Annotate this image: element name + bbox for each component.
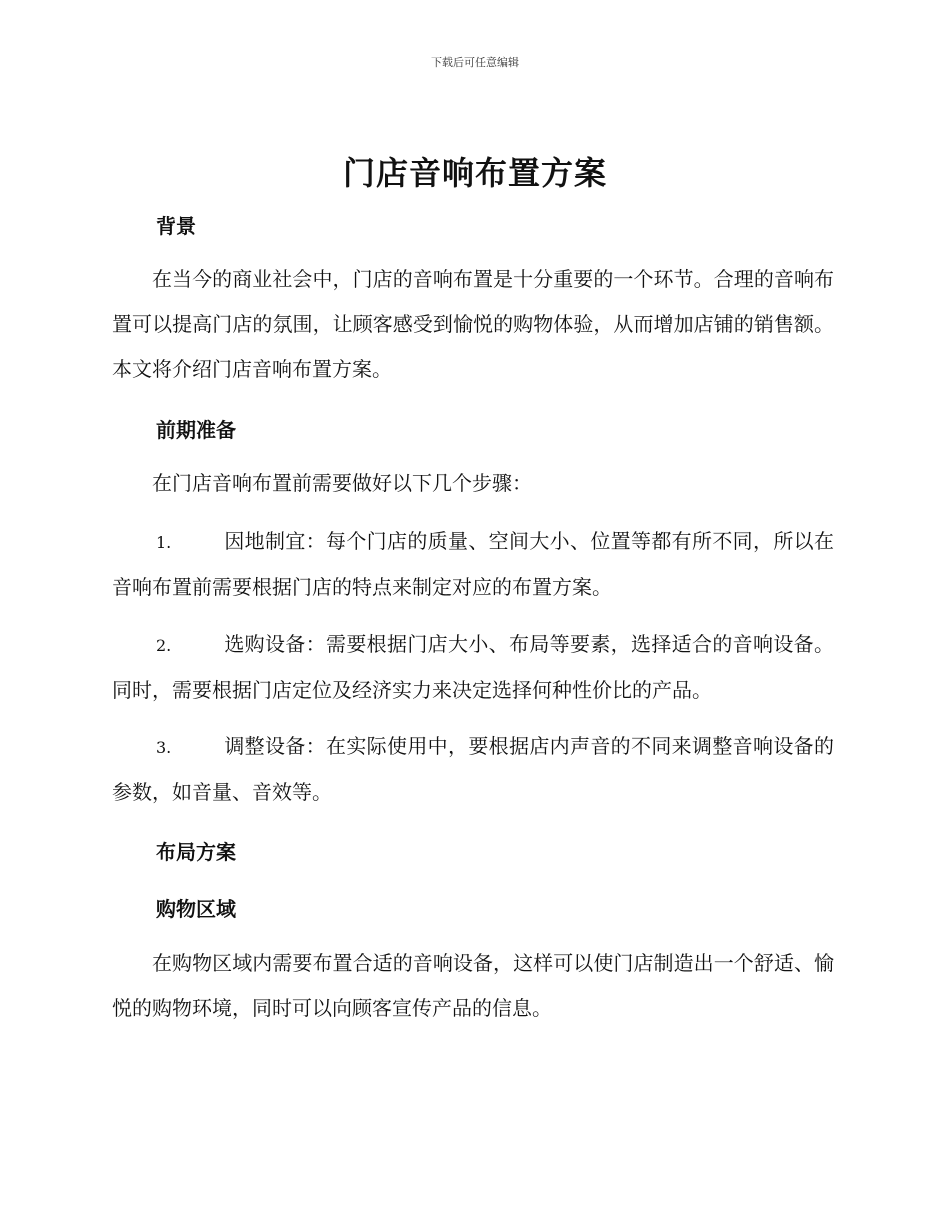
list-item-text: 选购设备：需要根据门店大小、布局等要素，选择适合的音响设备。同时，需要根据门店定位及经济实力来决定选择何种性价比的产品。 bbox=[112, 632, 834, 702]
paragraph-background: 在当今的商业社会中，门店的音响布置是十分重要的一个环节。合理的音响布置可以提高门店的氛围，让顾客感受到愉悦的购物体验，从而增加店铺的销售额。本文将介绍门店音响布置方案。 bbox=[112, 267, 834, 381]
heading-shopping-area: 购物区域 bbox=[156, 897, 236, 921]
paragraph-preparation-intro: 在门店音响布置前需要做好以下几个步骤： bbox=[152, 471, 532, 495]
heading-preparation: 前期准备 bbox=[156, 418, 236, 442]
heading-background: 背景 bbox=[156, 214, 196, 238]
heading-layout: 布局方案 bbox=[156, 840, 236, 864]
paragraph-shopping-area: 在购物区域内需要布置合适的音响设备，这样可以使门店制造出一个舒适、愉悦的购物环境，同时可以向顾客宣传产品的信息。 bbox=[112, 951, 834, 1020]
list-item-number: 3. bbox=[156, 738, 172, 757]
list-item-number: 1. bbox=[156, 533, 172, 552]
list-item bbox=[112, 724, 834, 815]
document-title: 门店音响布置方案 bbox=[342, 154, 607, 192]
list-item bbox=[112, 519, 834, 610]
list-item-number: 2. bbox=[156, 636, 172, 655]
list-item-text: 调整设备：在实际使用中，要根据店内声音的不同来调整音响设备的参数，如音量、音效等。 bbox=[112, 734, 834, 804]
list-item-text: 因地制宜：每个门店的质量、空间大小、位置等都有所不同，所以在音响布置前需要根据门店的特点来制定对应的布置方案。 bbox=[112, 529, 834, 599]
header-note: 下载后可任意编辑 bbox=[431, 56, 519, 69]
list-item bbox=[112, 622, 834, 713]
